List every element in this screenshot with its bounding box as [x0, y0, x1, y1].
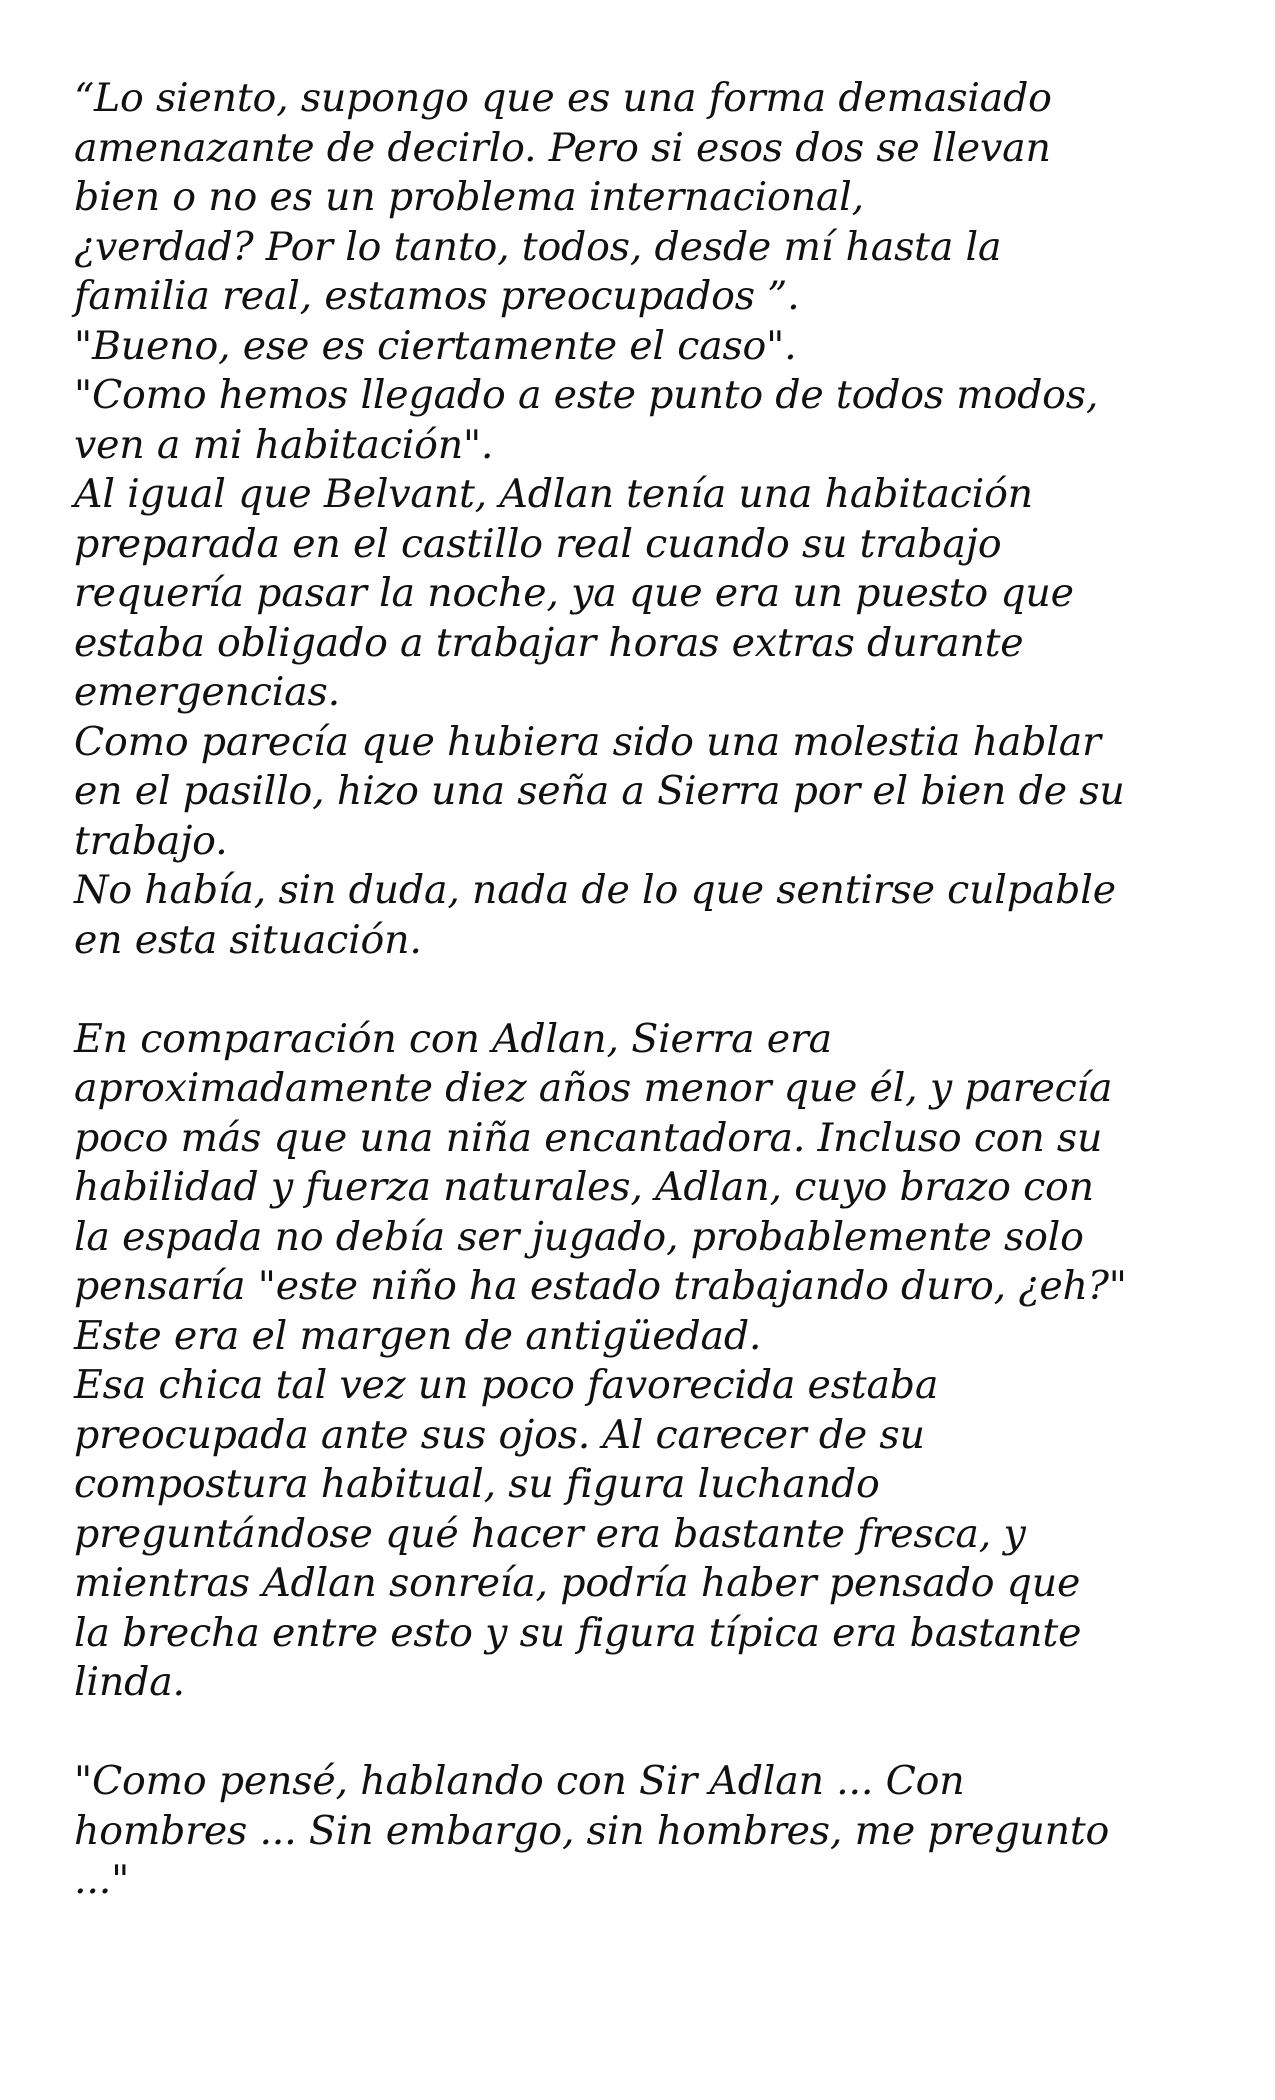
text-line: "Como hemos llegado a este punto de todos modos, — [74, 372, 1099, 418]
text-line: linda. — [74, 1659, 185, 1705]
text-line: preocupada ante sus ojos. Al carecer de su — [74, 1411, 925, 1458]
text-line: preguntándose qué hacer era bastante fresca, y — [74, 1510, 1026, 1557]
text-line: ven a mi habitación". — [74, 421, 494, 468]
text-line: habilidad y fuerza naturales, Adlan, cuyo brazo con — [74, 1164, 1094, 1210]
text-line: Esa chica tal vez un poco favorecida estaba — [74, 1362, 939, 1408]
text-line: estaba obligado a trabajar horas extras durante — [74, 619, 1024, 666]
text-line: preparada en el castillo real cuando su trabajo — [74, 520, 1002, 567]
text-line: Como parecía que hubiera sido una molestia hablar — [74, 718, 1101, 765]
text-line: la brecha entre esto y su figura típica era bastante — [74, 1609, 1082, 1656]
text-line: No había, sin duda, nada de lo que sentirse culpable — [74, 867, 1116, 913]
text-line: en el pasillo, hizo una seña a Sierra por el bien de su — [74, 768, 1125, 814]
text-line: en esta situación. — [74, 916, 422, 963]
text-line: amenazante de decirlo. Pero si esos dos se llevan — [74, 124, 1051, 171]
text-line: compostura habitual, su figura luchando — [74, 1461, 880, 1507]
text-line: "Bueno, ese es ciertamente el caso". — [74, 322, 797, 369]
text-line: pensaría "este niño ha estado trabajando duro, ¿eh?" — [74, 1263, 1127, 1309]
text-line: familia real, estamos preocupados ”. — [74, 273, 800, 319]
text-line: ¿verdad? Por lo tanto, todos, desde mí hasta la — [74, 223, 1002, 270]
story-text — [74, 74, 1224, 1906]
text-line: "Como pensé, hablando con Sir Adlan ... Con — [74, 1758, 965, 1804]
text-line: En comparación con Adlan, Sierra era — [74, 1015, 832, 1062]
text-line: trabajo. — [74, 817, 228, 864]
text-line: Al igual que Belvant, Adlan tenía una habitación — [74, 471, 1033, 517]
text-line: la espada no debía ser jugado, probablemente solo — [74, 1213, 1084, 1260]
text-line: “Lo siento, supongo que es una forma demasiado — [74, 75, 1052, 121]
text-line: mientras Adlan sonreía, podría haber pensado que — [74, 1560, 1081, 1606]
text-line: hombres ... Sin embargo, sin hombres, me pregunto — [74, 1807, 1110, 1854]
text-line: poco más que una niña encantadora. Incluso con su — [74, 1114, 1103, 1161]
text-line: emergencias. — [74, 669, 340, 715]
text-line: Este era el margen de antigüedad. — [74, 1312, 762, 1359]
text-line: ..." — [74, 1857, 130, 1903]
text-line: bien o no es un problema internacional, — [74, 174, 864, 220]
blank-line — [74, 965, 1224, 1015]
text-line: aproximadamente diez años menor que él, y parecía — [74, 1065, 1113, 1111]
text-line: requería pasar la noche, ya que era un puesto que — [74, 570, 1074, 616]
blank-line — [74, 1708, 1224, 1758]
